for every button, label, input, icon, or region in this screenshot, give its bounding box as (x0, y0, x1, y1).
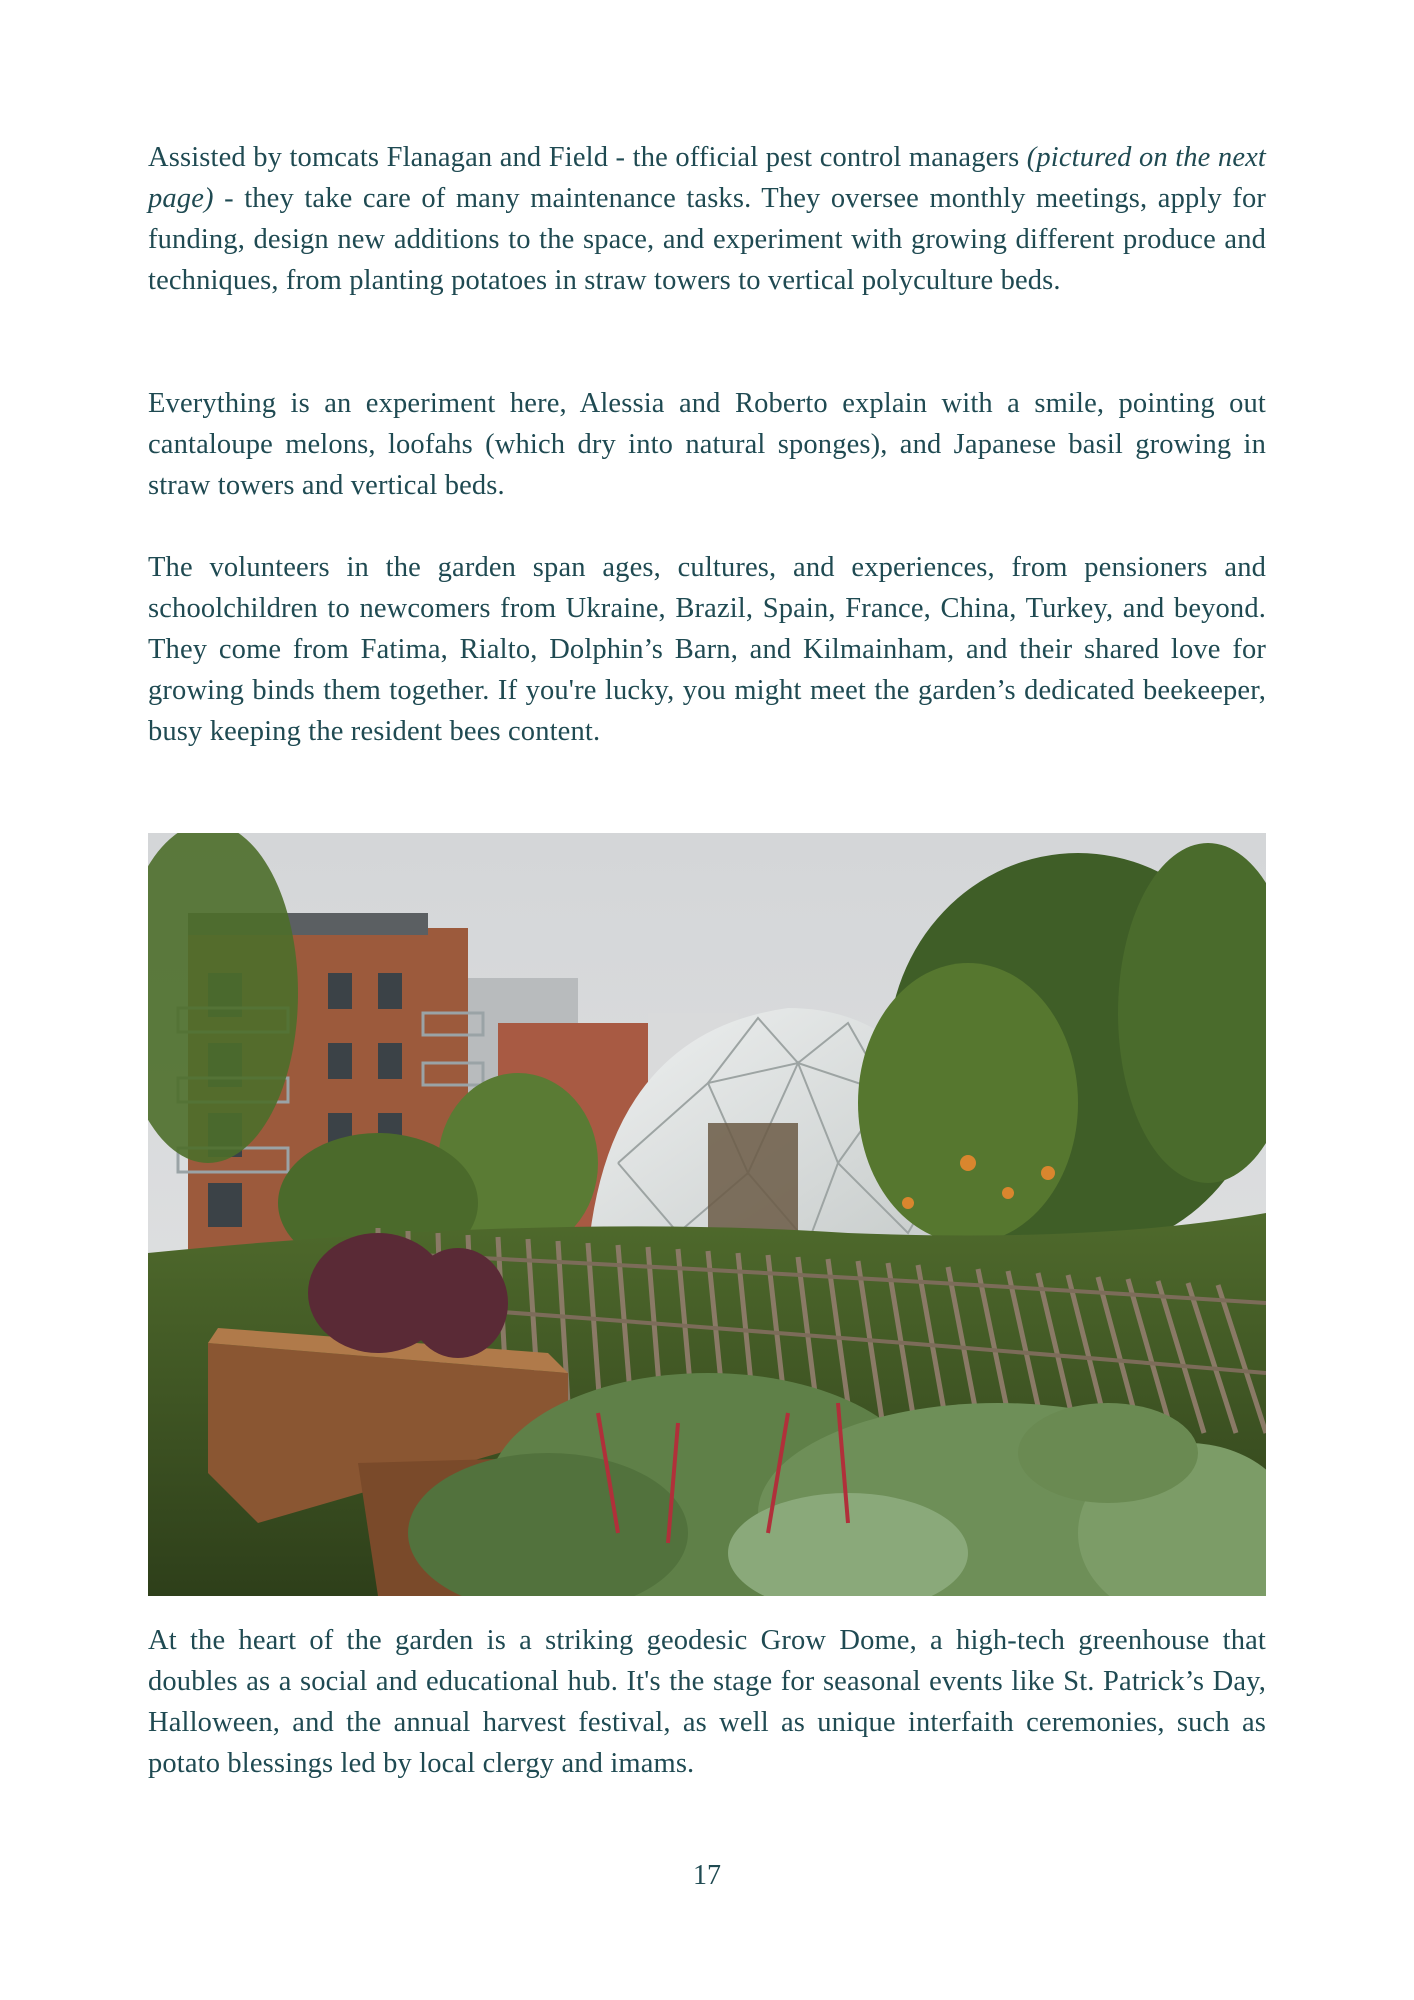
paragraph-pest-control (148, 137, 1266, 301)
paragraph-grow-dome: At the heart of the garden is a striking geodesic Grow Dome, a high-tech greenhouse that doubles as a social and educational hub. It's the stage for seasonal events like St. Patrick’s Day, Halloween, and the annual harvest festival, as well as unique interfaith ceremonies, such as potato blessings led by local clergy and imams. (148, 1625, 1266, 1779)
paragraph-experiment: Everything is an experiment here, Alessia and Roberto explain with a smile, pointing out cantaloupe melons, loofahs (which dry into natural sponges), and Japanese basil growing in straw towers and vertical beds. (148, 388, 1266, 501)
paragraph-text: Assisted by tomcats Flanagan and Field - the official pest control managers (148, 142, 1027, 173)
page-number: 17 (693, 1860, 721, 1891)
paragraph-volunteers: The volunteers in the garden span ages, cultures, and experiences, from pensioners and schoolchildren to newcomers from Ukraine, Brazil, Spain, France, China, Turkey, and beyond. They come from Fatima, Rialto, Dolphin’s Barn, and Kilmainham, and their shared love for growing binds them together. If you're lucky, you might meet the garden’s dedicated beekeeper, busy keeping the resident bees content. (148, 552, 1266, 747)
garden-photo (148, 833, 1266, 1596)
garden-illustration (148, 833, 1266, 1596)
italic-note: (pictured on the next page) (148, 142, 1266, 214)
paragraph-text: - they take care of many maintenance tasks. They oversee monthly meetings, apply for funding, design new additions to the space, and experiment with growing different produce and techniques, from planting potatoes in straw towers to vertical polyculture beds. (148, 183, 1266, 296)
